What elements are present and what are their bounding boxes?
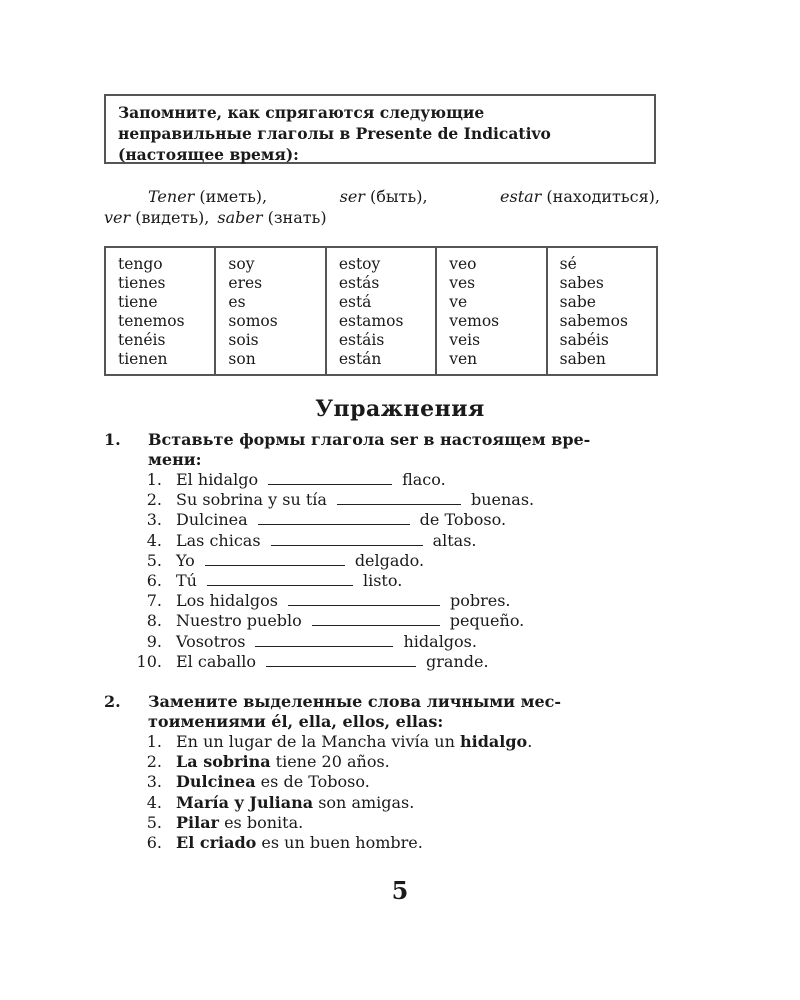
exercise-instruction	[148, 692, 561, 732]
verb-translation: (знать)	[267, 208, 327, 227]
item-text: tiene 20 años.	[270, 752, 390, 772]
list-item	[104, 632, 660, 652]
item-text: Las chicas	[176, 530, 261, 550]
instruction-line: Замените выделенные слова личными мес-	[148, 692, 562, 711]
item-text: altas.	[432, 530, 477, 550]
item-number: 3.	[146, 510, 162, 530]
answer-blank[interactable]	[207, 571, 353, 586]
answer-blank[interactable]	[268, 470, 392, 485]
exercise-number: 2.	[104, 692, 121, 711]
conj-form: sois	[228, 331, 259, 349]
conj-form: tengo	[118, 255, 163, 273]
item-number: 5.	[146, 812, 162, 832]
conj-form: veo	[449, 255, 477, 273]
highlighted-word: Pilar	[176, 812, 219, 832]
list-item	[104, 531, 660, 551]
item-number: 8.	[146, 611, 162, 631]
item-number: 1.	[146, 732, 162, 751]
list-item	[104, 813, 660, 833]
conjugation-column-ver	[437, 248, 547, 374]
instruction-line: тоимениями él, ella, ellos, ellas:	[148, 712, 444, 731]
item-number: 9.	[146, 631, 162, 651]
grammar-rule-box	[104, 94, 656, 164]
answer-blank[interactable]	[258, 510, 410, 525]
item-text: de Toboso.	[419, 510, 507, 530]
item-text: es de Toboso.	[255, 772, 370, 792]
conj-form: estás	[338, 274, 380, 292]
verb-ver: ver	[104, 208, 131, 227]
instruction-line: Вставьте формы глагола ser в настоящем вре-	[148, 430, 591, 449]
item-text: El caballo	[176, 651, 257, 671]
highlighted-word: El criado	[176, 833, 257, 853]
item-text: En un lugar de la Mancha vivía un	[176, 732, 455, 751]
list-item	[104, 752, 660, 772]
conj-form: tenemos	[118, 312, 185, 330]
verb-translation: (быть),	[370, 187, 428, 206]
list-item	[104, 490, 660, 510]
item-text: .	[527, 732, 533, 751]
item-text: Yo	[176, 550, 195, 570]
answer-blank[interactable]	[271, 531, 423, 546]
rule-line: (настоящее время):	[118, 145, 299, 164]
list-item	[104, 793, 660, 813]
item-text: listo.	[362, 571, 403, 591]
list-item	[104, 510, 660, 530]
answer-blank[interactable]	[205, 551, 345, 566]
conj-form: sabe	[559, 293, 596, 311]
conj-form: sabéis	[559, 331, 609, 349]
list-item	[104, 611, 660, 631]
answer-blank[interactable]	[288, 591, 440, 606]
conj-form: tienen	[118, 350, 168, 368]
item-number: 3.	[146, 772, 162, 792]
conj-form: ves	[449, 274, 476, 292]
page-number: 5	[391, 876, 409, 905]
conj-form: está	[338, 293, 372, 311]
conjugation-column-estar	[327, 248, 437, 374]
conj-form: saben	[559, 350, 606, 368]
conj-form: sabes	[559, 274, 604, 292]
item-text: Tú	[176, 571, 197, 591]
answer-blank[interactable]	[337, 490, 461, 505]
item-text: buenas.	[470, 490, 535, 510]
conj-form: tenéis	[118, 331, 166, 349]
item-text: flaco.	[402, 470, 446, 489]
item-number: 6.	[146, 833, 162, 853]
verb-saber: saber	[217, 208, 263, 227]
rule-line: неправильные глаголы в Presente de Indicativo	[118, 124, 551, 143]
exercise-1-items	[104, 470, 660, 672]
conjugation-column-saber	[548, 248, 656, 374]
conj-form: veis	[449, 331, 481, 349]
item-number: 4.	[146, 792, 162, 812]
conj-form: estamos	[338, 312, 404, 330]
conj-form: tienes	[118, 274, 166, 292]
exercise-2-items	[104, 732, 660, 853]
conj-form: es	[228, 293, 246, 311]
verb-ser: ser	[339, 187, 365, 206]
verb-translation: (находиться),	[546, 187, 660, 206]
verb-estar: estar	[500, 187, 542, 206]
exercise-2	[104, 692, 660, 853]
exercise-number: 1.	[104, 430, 121, 449]
item-text: es bonita.	[218, 812, 304, 832]
answer-blank[interactable]	[255, 632, 393, 647]
highlighted-word: María y Juliana	[176, 792, 314, 812]
item-text: hidalgos.	[403, 631, 477, 651]
conjugation-column-ser	[216, 248, 326, 374]
item-text: es un buen hombre.	[256, 833, 423, 853]
item-text: Su sobrina y su tía	[176, 490, 327, 510]
list-item	[104, 732, 660, 752]
verb-tener: Tener	[148, 187, 195, 206]
list-item	[104, 551, 660, 571]
list-item	[104, 571, 660, 591]
conjugation-table	[104, 246, 658, 376]
highlighted-word: La sobrina	[176, 752, 271, 772]
item-text: son amigas.	[313, 792, 415, 812]
instruction-line: мени:	[148, 450, 202, 469]
item-number: 1.	[146, 470, 162, 489]
answer-blank[interactable]	[312, 611, 440, 626]
exercises-heading: Упражнения	[315, 396, 485, 422]
conj-form: tiene	[118, 293, 158, 311]
conj-form: estáis	[338, 331, 385, 349]
item-text: pobres.	[449, 591, 511, 611]
verb-translation: (иметь),	[199, 187, 268, 206]
conj-form: sabemos	[559, 312, 628, 330]
item-text: Nuestro pueblo	[176, 611, 302, 631]
highlighted-word: hidalgo	[460, 732, 528, 751]
list-item	[104, 470, 660, 490]
item-number: 5.	[146, 550, 162, 570]
exercise-instruction	[148, 430, 590, 470]
item-text: Los hidalgos	[176, 591, 278, 611]
item-text: Vosotros	[176, 631, 246, 651]
list-item	[104, 591, 660, 611]
item-text: grande.	[426, 651, 489, 671]
item-number: 2.	[146, 490, 162, 510]
item-number: 10.	[136, 651, 162, 671]
conj-form: somos	[228, 312, 278, 330]
verb-translation: (видеть),	[135, 208, 210, 227]
item-text: El hidalgo	[176, 470, 259, 489]
rule-line: Запомните, как спрягаются следующие	[118, 103, 485, 122]
answer-blank[interactable]	[266, 652, 416, 667]
conj-form: ven	[449, 350, 478, 368]
verbs-intro	[104, 186, 660, 228]
item-text: Dulcinea	[176, 510, 248, 530]
conj-form: soy	[228, 255, 255, 273]
conj-form: vemos	[449, 312, 500, 330]
conj-form: sé	[559, 255, 577, 273]
item-number: 2.	[146, 752, 162, 772]
list-item	[104, 652, 660, 672]
item-number: 7.	[146, 591, 162, 611]
conjugation-column-tener	[106, 248, 216, 374]
item-text: pequeño.	[449, 611, 525, 631]
exercise-1	[104, 430, 660, 672]
list-item	[104, 833, 660, 853]
conj-form: están	[338, 350, 382, 368]
conj-form: eres	[228, 274, 263, 292]
highlighted-word: Dulcinea	[176, 772, 256, 792]
item-number: 6.	[146, 571, 162, 591]
conj-form: ve	[449, 293, 468, 311]
conj-form: son	[228, 350, 256, 368]
item-text: delgado.	[354, 550, 425, 570]
item-number: 4.	[146, 530, 162, 550]
conj-form: estoy	[338, 255, 381, 273]
list-item	[104, 772, 660, 792]
